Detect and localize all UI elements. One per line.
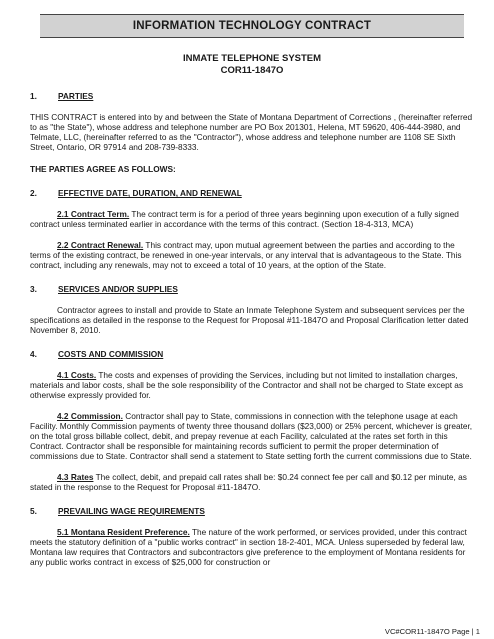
section-1-heading [30, 91, 474, 101]
agree-heading: THE PARTIES AGREE AS FOLLOWS: [30, 164, 176, 174]
section-4-number: 4. [30, 349, 37, 359]
contract-banner: INFORMATION TECHNOLOGY CONTRACT [40, 14, 464, 38]
clause-5-1-text: The nature of the work performed, or services provided, under this contract meets the statutory definition of a "public works contract" in section 18-2-401, MCA. Unless superseded by federal law, Montana law requires that Contractors and subcontractors give preference to the employment of Montana residents for any public works contract in excess of $25,000 for construction or [30, 527, 467, 567]
section-5-title: PREVAILING WAGE REQUIREMENTS [58, 506, 205, 516]
clause-5-1-label: 5.1 Montana Resident Preference. [57, 527, 190, 537]
section-4-title: COSTS AND COMMISSION [58, 349, 164, 359]
clause-4-3-label: 4.3 Rates [57, 472, 94, 482]
title-line-1: INMATE TELEPHONE SYSTEM [182, 53, 322, 64]
clause-5-1 [30, 527, 474, 567]
clause-4-1-label: 4.1 Costs. [57, 370, 97, 380]
clause-4-2-label: 4.2 Commission. [57, 411, 123, 421]
clause-2-1 [30, 209, 474, 229]
clause-4-1 [30, 370, 474, 400]
parties-paragraph: THIS CONTRACT is entered into by and between the State of Montana Department of Corrections , (hereinafter referred to as "the State"), whose address and telephone number are PO Box 201301, Helena, MT 59620, 406-444-3980, and Telmate, LLC, (hereinafter referred to as the "Contractor"), whose address and telephone number are 1108 SE Sixth Street, Ontario, OR 97914 and 208-739-8333. [30, 112, 473, 152]
contract-page [30, 14, 474, 567]
title-line-2: COR11-1847O [220, 65, 284, 76]
clause-2-2-text: This contract may, upon mutual agreement between the parties and according to the terms of the existing contract, be renewed in one-year intervals, or any interval that is advantageous to the State. This contract, including any renewals, may not to exceed a total of 10 years, at the option of the State. [30, 240, 462, 270]
clause-4-2 [30, 411, 474, 461]
section-3-title: SERVICES AND/OR SUPPLIES [58, 284, 178, 294]
clause-2-1-label: 2.1 Contract Term. [57, 209, 130, 219]
clause-2-2-label: 2.2 Contract Renewal. [57, 240, 144, 250]
section-5-number: 5. [30, 506, 37, 516]
clause-4-1-text: The costs and expenses of providing the Services, including but not limited to installation charges, materials and labor costs, shall be the sole responsibility of the Contractor and shall not be charged to State except as otherwise expressly provided for. [30, 370, 464, 400]
clause-2-1-text: The contract term is for a period of three years beginning upon execution of a fully signed contract unless terminated earlier in accordance with the terms of this contract. (Section 18-4-313, MCA) [30, 209, 459, 229]
clause-4-2-text: Contractor shall pay to State, commissions in connection with the telephone usage at each Facility. Monthly Commission payments of twenty three thousand dollars ($23,000) or 25% percent, whichever is greater, on the total gross billable collect, debit, and prepay revenue at each Facility, calculated at the rates set forth in this Contract. Contractor shall be responsible for maintaining records sufficient to permit the proper determination of commissions due to State. Contractor shall send a statement to State setting forth the current commissions due to State. [30, 411, 473, 461]
page-footer: VC#COR11-1847O Page | 1 [384, 627, 480, 636]
section-3-number: 3. [30, 284, 37, 294]
section-4-heading [30, 349, 474, 359]
section-2-title: EFFECTIVE DATE, DURATION, AND RENEWAL [58, 188, 242, 198]
services-paragraph: Contractor agrees to install and provide to State an Inmate Telephone System and subsequent services per the specifications as detailed in the response to the Request for Proposal #11-1847O and Proposal Clarification letter dated November 8, 2010. [30, 305, 469, 335]
clause-2-2 [30, 240, 474, 270]
section-5-heading [30, 506, 474, 516]
section-1-title: PARTIES [58, 91, 94, 101]
section-2-heading [30, 188, 474, 198]
section-3-heading [30, 284, 474, 294]
clause-4-3-text: The collect, debit, and prepaid call rates shall be: $0.24 connect fee per call and $0.12 per minute, as stated in the response to the Request for Proposal #11-1847O. [30, 472, 467, 492]
document-title [30, 53, 474, 77]
section-1-number: 1. [30, 91, 37, 101]
section-2-number: 2. [30, 188, 37, 198]
clause-4-3 [30, 472, 474, 492]
